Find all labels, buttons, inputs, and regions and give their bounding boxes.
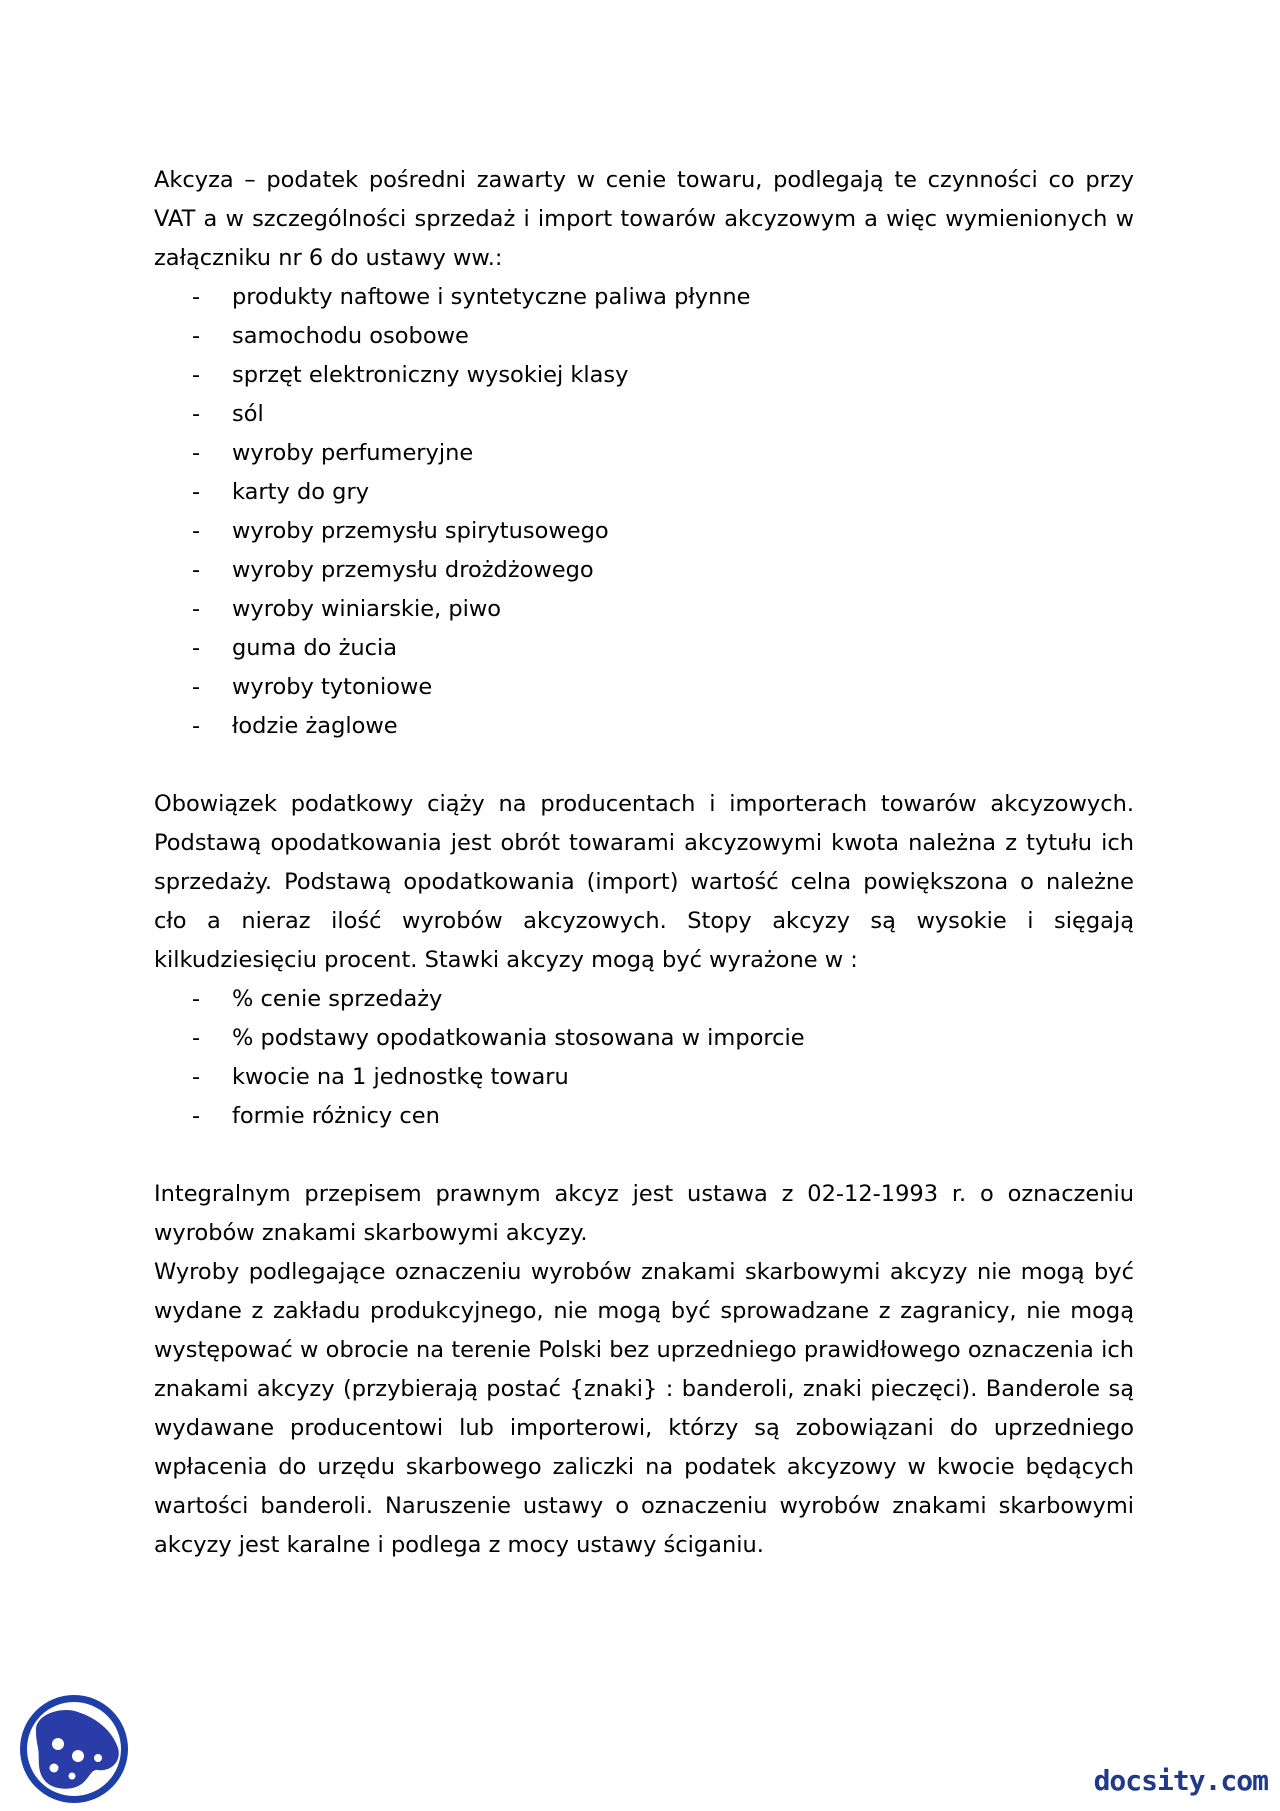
paragraph-tax-obligation: Obowiązek podatkowy ciąży na producentach i importerach towarów akcyzowych. Podstawą opodatkowania jest obrót towarami akcyzowymi kwota należna z tytułu ich sprzedaży. Podstawą opodatkowania (import) wartość celna powiększona o należne cło a nieraz ilość wyrobów akcyzowych. Stopy akcyzy są wysokie i sięgają kilkudziesięciu procent. Stawki akcyzy mogą być wyrażone w : [154, 791, 1134, 973]
paragraph-gap [154, 1136, 1134, 1175]
document-body [154, 161, 1134, 1565]
excise-goods-list [154, 278, 1134, 746]
list-item: - formie różnicy cen [154, 1097, 1134, 1136]
list-item: - produkty naftowe i syntetyczne paliwa płynne [154, 278, 1134, 317]
docsity-brand-link[interactable]: docsity.com [1093, 1764, 1268, 1797]
list-item: - guma do żucia [154, 629, 1134, 668]
paragraph-gap [154, 746, 1134, 785]
list-item: - % cenie sprzedaży [154, 980, 1134, 1019]
list-item: - sprzęt elektroniczny wysokiej klasy [154, 356, 1134, 395]
list-item: - kwocie na 1 jednostkę towaru [154, 1058, 1134, 1097]
list-item: - wyroby winiarskie, piwo [154, 590, 1134, 629]
list-item: - sól [154, 395, 1134, 434]
list-item: - wyroby przemysłu spirytusowego [154, 512, 1134, 551]
list-item: - wyroby perfumeryjne [154, 434, 1134, 473]
paragraph-statute: Integralnym przepisem prawnym akcyz jest ustawa z 02-12-1993 r. o oznaczeniu wyrobów znakami skarbowymi akcyzy. [154, 1181, 1134, 1246]
paragraph-tax-stamps: Wyroby podlegające oznaczeniu wyrobów znakami skarbowymi akcyzy nie mogą być wydane z zakładu produkcyjnego, nie mogą być sprowadzane z zagranicy, nie mogą występować w obrocie na terenie Polski bez uprzedniego prawidłowego oznaczenia ich znakami akcyzy (przybierają postać {znaki} : banderoli, znaki pieczęci). Banderole są wydawane producentowi lub importerowi, którzy są zobowiązani do uprzedniego wpłacenia do urzędu skarbowego zaliczki na podatek akcyzowy w kwocie będących wartości banderoli. Naruszenie ustawy o oznaczeniu wyrobów znakami skarbowymi akcyzy jest karalne i podlega z mocy ustawy ściganiu. [154, 1259, 1134, 1558]
excise-rates-list [154, 980, 1134, 1136]
docsity-logo-icon [14, 1692, 136, 1806]
list-item: - łodzie żaglowe [154, 707, 1134, 746]
list-item: - wyroby tytoniowe [154, 668, 1134, 707]
list-item: - karty do gry [154, 473, 1134, 512]
list-item: - wyroby przemysłu drożdżowego [154, 551, 1134, 590]
list-item: - samochodu osobowe [154, 317, 1134, 356]
list-item: - % podstawy opodatkowania stosowana w imporcie [154, 1019, 1134, 1058]
paragraph-akcyza-intro: Akcyza – podatek pośredni zawarty w cenie towaru, podlegają te czynności co przy VAT a w szczególności sprzedaż i import towarów akcyzowym a więc wymienionych w załączniku nr 6 do ustawy ww.: [154, 167, 1134, 271]
